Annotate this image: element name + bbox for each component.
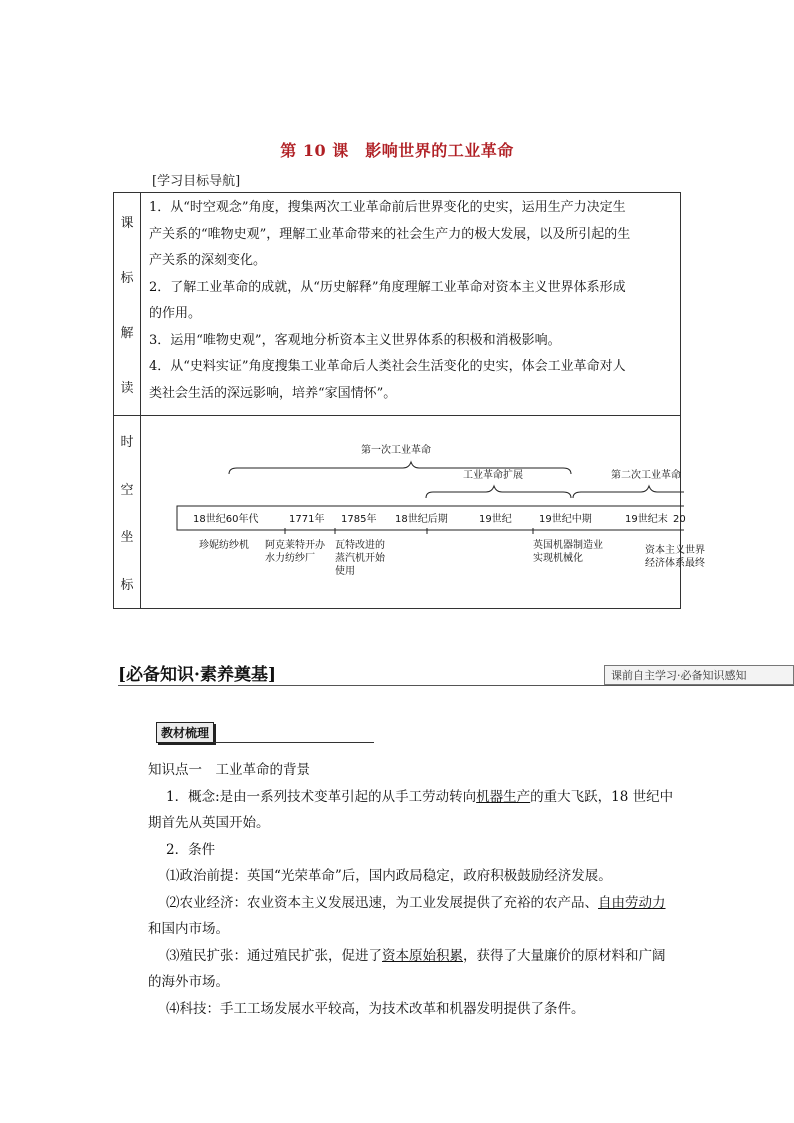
event-label: 蒸汽机开始: [335, 553, 385, 564]
timeline-header-char: 时: [120, 435, 134, 451]
text: ⑶殖民扩张：通过殖民扩张，促进了: [166, 947, 382, 964]
objectives-header-char: 标: [120, 271, 134, 286]
brace-label-first: 第一次工业革命: [361, 445, 431, 456]
objectives-header-char: 读: [120, 381, 134, 396]
tick-label: 1785年: [341, 514, 377, 525]
knowledge-point-title: 知识点一 工业革命的背景: [148, 762, 310, 778]
tick-label: 19世纪中期: [539, 514, 592, 525]
event-label: 英国机器制造业: [533, 540, 603, 551]
concept-line: [148, 784, 680, 811]
objective-line: 3．运用“唯物史观”，客观地分析资本主义世界体系的积极和消极影响。: [149, 332, 561, 348]
learning-nav-label: [学习目标导航]: [152, 174, 241, 189]
concept-line-2: 期首先从英国开始。: [148, 815, 270, 831]
objectives-header-char: 课: [120, 216, 134, 231]
event-label: 经济体系最终: [645, 558, 705, 569]
timeline-header: [114, 416, 141, 609]
section-title: [必备知识·素养奠基]: [118, 665, 277, 685]
text: ⑵农业经济：农业资本主义发展迅速，为工业发展提供了充裕的农产品、: [166, 894, 598, 911]
objective-line: 产关系的深刻变化。: [149, 253, 267, 268]
objective-line: 的作用。: [149, 306, 202, 321]
brace-label-expansion: 工业革命扩展: [463, 470, 523, 481]
objectives-table: [113, 192, 705, 609]
objective-line: 1．从“时空观念”角度，搜集两次工业革命前后世界变化的史实，运用生产力决定生: [149, 200, 626, 215]
tick-label: 18世纪60年代: [193, 514, 259, 525]
brace-second-revolution: [573, 486, 684, 498]
text: 1．概念:是由一系列技术变革引起的从手工劳动转向: [166, 788, 477, 805]
condition-1: ⑴政治前提：英国“光荣革命”后，国内政局稳定，政府积极鼓励经济发展。: [166, 868, 612, 884]
lesson-title: 第 10 课 影响世界的工业革命: [280, 141, 514, 160]
key-term: 自由劳动力: [598, 894, 666, 911]
event-label: 资本主义世界: [645, 545, 705, 556]
badge-underline: [214, 742, 374, 743]
key-term: 机器生产: [476, 788, 531, 805]
timeline-header-char: 标: [120, 577, 134, 593]
text: ，获得了大量廉价的原材料和广阔: [463, 947, 666, 964]
objective-line: 类社会生活的深远影响，培养“家国情怀”。: [149, 385, 397, 401]
condition-4: ⑷科技：手工工场发展水平较高，为技术改革和机器发明提供了条件。: [166, 1000, 585, 1017]
tick-label: 19世纪末: [625, 514, 668, 525]
condition-2-line-2: 和国内市场。: [148, 921, 229, 937]
event-label: 珍妮纺纱机: [199, 540, 249, 551]
section-divider: [118, 685, 794, 686]
timeline-header-char: 坐: [120, 530, 134, 546]
tick-label-cut: 20: [673, 514, 686, 525]
badge-wrap: [156, 722, 214, 743]
textbook-review-badge: 教材梳理: [156, 722, 214, 743]
objectives-header-char: 解: [120, 326, 134, 341]
objective-line: 产关系的“唯物史观”，理解工业革命带来的社会生产力的极大发展，以及所引起的生: [149, 226, 631, 242]
tick-label: 18世纪后期: [395, 514, 448, 525]
objective-line: 4．从“史料实证”角度搜集工业革命后人类社会生活变化的史实，体会工业革命对人: [149, 359, 626, 374]
text: 的重大飞跃，18 世纪中: [530, 788, 674, 805]
tick-label: 19世纪: [479, 514, 512, 525]
event-label: 瓦特改进的: [335, 540, 385, 551]
event-label: 实现机械化: [533, 553, 583, 564]
objective-line: 2．了解工业革命的成就，从“历史解释”角度理解工业革命对资本主义世界体系形成: [149, 279, 626, 295]
timeline-cell: [141, 416, 705, 609]
event-label: 使用: [335, 566, 355, 577]
section-tag: 课前自主学习·必备知识感知: [604, 665, 794, 685]
key-term: 资本原始积累: [382, 947, 463, 964]
objectives-header: [114, 193, 141, 416]
condition-3: [148, 943, 680, 970]
brace-expansion: [426, 486, 571, 498]
timeline-header-char: 空: [120, 482, 134, 498]
objectives-content: [141, 193, 681, 416]
event-label: 阿克莱特开办: [265, 540, 325, 551]
condition-2: [148, 890, 680, 917]
brace-label-second: 第二次工业革命: [611, 470, 681, 481]
tick-label: 1771年: [289, 514, 325, 525]
conditions-heading: 2．条件: [166, 841, 216, 858]
condition-3-line-2: 的海外市场。: [148, 974, 229, 990]
timeline-diagram: [141, 416, 705, 606]
knowledge-content: [148, 757, 680, 1022]
event-label: 水力纺纱厂: [265, 553, 315, 564]
